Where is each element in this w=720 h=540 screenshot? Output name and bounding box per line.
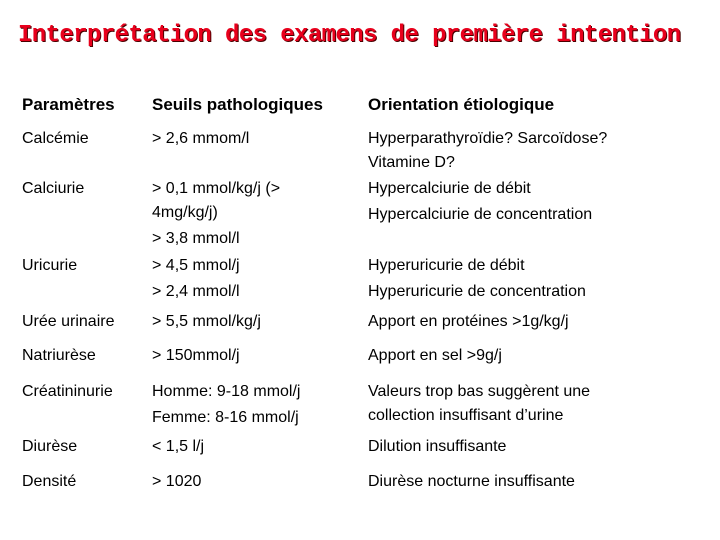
orientation-line: Apport en sel >9g/j	[368, 347, 502, 364]
seuil-line: > 3,8 mmol/l	[152, 230, 240, 247]
orientation-line: Hypercalciurie de concentration	[368, 206, 593, 223]
seuil-line: > 150mmol/j	[152, 347, 240, 364]
orientation-line: Hypercalciurie de débit	[368, 180, 531, 197]
row-creatininurie-seuils	[152, 380, 300, 430]
orientation-line: Hyperparathyroïdie? Sarcoïdose?	[368, 130, 608, 147]
orientation-line: Dilution insuffisante	[368, 438, 507, 455]
seuil-line: 4mg/kg/j)	[152, 204, 218, 221]
seuil-line: > 2,4 mmol/l	[152, 283, 240, 300]
row-natriurese-param: Natriurèse	[22, 347, 96, 364]
row-diurese-orientation	[368, 435, 506, 459]
row-uricurie-seuils	[152, 254, 240, 304]
row-uricurie-orientation	[368, 254, 586, 304]
row-uree-seuils	[152, 310, 261, 334]
row-creatininurie-param: Créatininurie	[22, 383, 113, 400]
orientation-line: Apport en protéines >1g/kg/j	[368, 313, 569, 330]
orientation-line: Hyperuricurie de concentration	[368, 283, 586, 300]
seuil-line: < 1,5 l/j	[152, 438, 205, 455]
orientation-line: Hyperuricurie de débit	[368, 257, 525, 274]
row-calciurie-param: Calciurie	[22, 180, 85, 197]
seuil-line: Femme: 8-16 mmol/j	[152, 409, 299, 426]
row-densite-seuils	[152, 470, 201, 494]
row-creatininurie-orientation	[368, 380, 590, 428]
orientation-line: Diurèse nocturne insuffisante	[368, 473, 575, 490]
row-densite-param: Densité	[22, 473, 77, 490]
column-header-parametres: Paramètres	[22, 95, 115, 114]
row-natriurese-orientation	[368, 344, 502, 368]
row-densite-orientation	[368, 470, 575, 494]
orientation-line: Valeurs trop bas suggèrent une	[368, 383, 591, 400]
row-calciurie-seuils	[152, 177, 280, 251]
row-uree-orientation	[368, 310, 569, 334]
orientation-line: collection insuffisant d’urine	[368, 407, 564, 424]
orientation-line: Vitamine D?	[368, 154, 455, 171]
page-title: Interprétation des examens de première intention	[18, 22, 681, 49]
seuil-line: > 5,5 mmol/kg/j	[152, 313, 261, 330]
seuil-line: Homme: 9-18 mmol/j	[152, 383, 301, 400]
column-header-seuils: Seuils pathologiques	[152, 95, 323, 114]
row-calcemie-param: Calcémie	[22, 130, 89, 147]
row-uree-param: Urée urinaire	[22, 313, 115, 330]
row-calcemie-seuils	[152, 127, 249, 151]
row-diurese-param: Diurèse	[22, 438, 78, 455]
seuil-line: > 0,1 mmol/kg/j (>	[152, 180, 281, 197]
seuil-line: > 1020	[152, 473, 202, 490]
column-header-orientation: Orientation étiologique	[368, 95, 555, 114]
row-natriurese-seuils	[152, 344, 240, 368]
row-calciurie-orientation	[368, 177, 592, 227]
row-calcemie-orientation	[368, 127, 607, 175]
row-diurese-seuils	[152, 435, 204, 459]
seuil-line: > 4,5 mmol/j	[152, 257, 240, 274]
seuil-line: > 2,6 mmom/l	[152, 130, 250, 147]
row-uricurie-param: Uricurie	[22, 257, 78, 274]
